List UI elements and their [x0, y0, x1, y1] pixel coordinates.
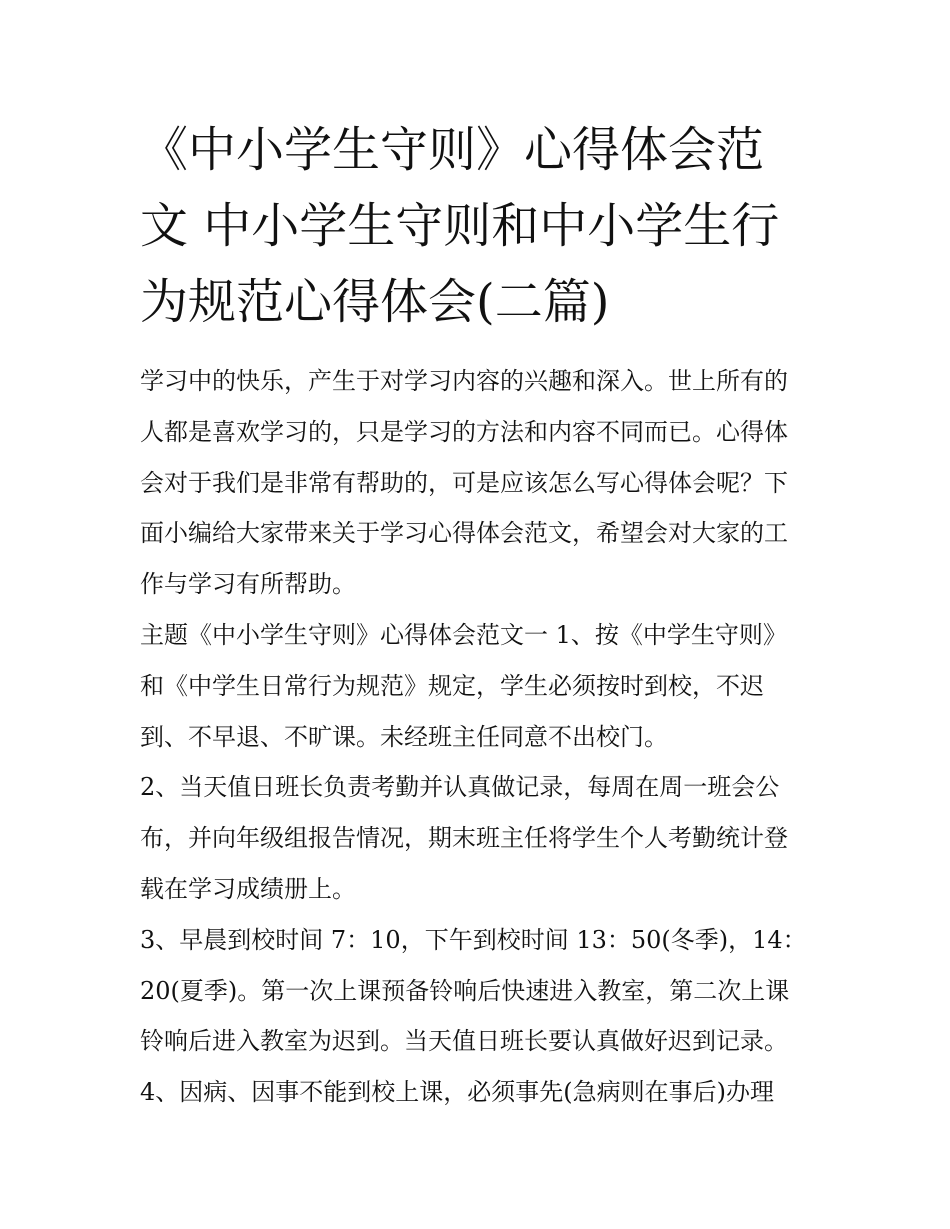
title-line: 为规范心得体会(二篇)	[140, 274, 610, 330]
body-line: 到、不早退、不旷课。未经班主任同意不出校门。	[140, 722, 668, 751]
body-line: 主题《中小学生守则》心得体会范文一 1、按《中学生守则》	[140, 620, 787, 649]
body-line: 面小编给大家带来关于学习心得体会范文，希望会对大家的工	[140, 519, 788, 548]
title-line: 《中小学生守则》心得体会范	[140, 122, 765, 178]
body-line: 铃响后进入教室为迟到。当天值日班长要认真做好迟到记录。	[140, 1027, 788, 1056]
body-line: 3、早晨到校时间 7：10，下午到校时间 13：50(冬季)，14：	[140, 925, 807, 954]
body-line: 会对于我们是非常有帮助的，可是应该怎么写心得体会呢？下	[140, 468, 788, 497]
body-line: 20(夏季)。第一次上课预备铃响后快速进入教室，第二次上课	[140, 976, 790, 1005]
body-line: 作与学习有所帮助。	[140, 570, 356, 599]
body-line: 和《中学生日常行为规范》规定，学生必须按时到校，不迟	[140, 671, 764, 700]
title-line: 文 中小学生守则和中小学生行	[140, 198, 780, 254]
body-line: 学习中的快乐，产生于对学习内容的兴趣和深入。世上所有的	[140, 367, 788, 395]
document-body	[140, 356, 820, 1118]
body-line: 布，并向年级组报告情况，期末班主任将学生个人考勤统计登	[140, 824, 788, 853]
body-line: 载在学习成绩册上。	[140, 874, 356, 903]
body-line: 人都是喜欢学习的，只是学习的方法和内容不同而已。心得体	[140, 417, 788, 446]
body-line: 4、因病、因事不能到校上课，必须事先(急病则在事后)办理	[140, 1078, 774, 1107]
body-line: 2、当天值日班长负责考勤并认真做记录，每周在周一班会公	[140, 773, 780, 802]
document-title	[140, 112, 820, 340]
